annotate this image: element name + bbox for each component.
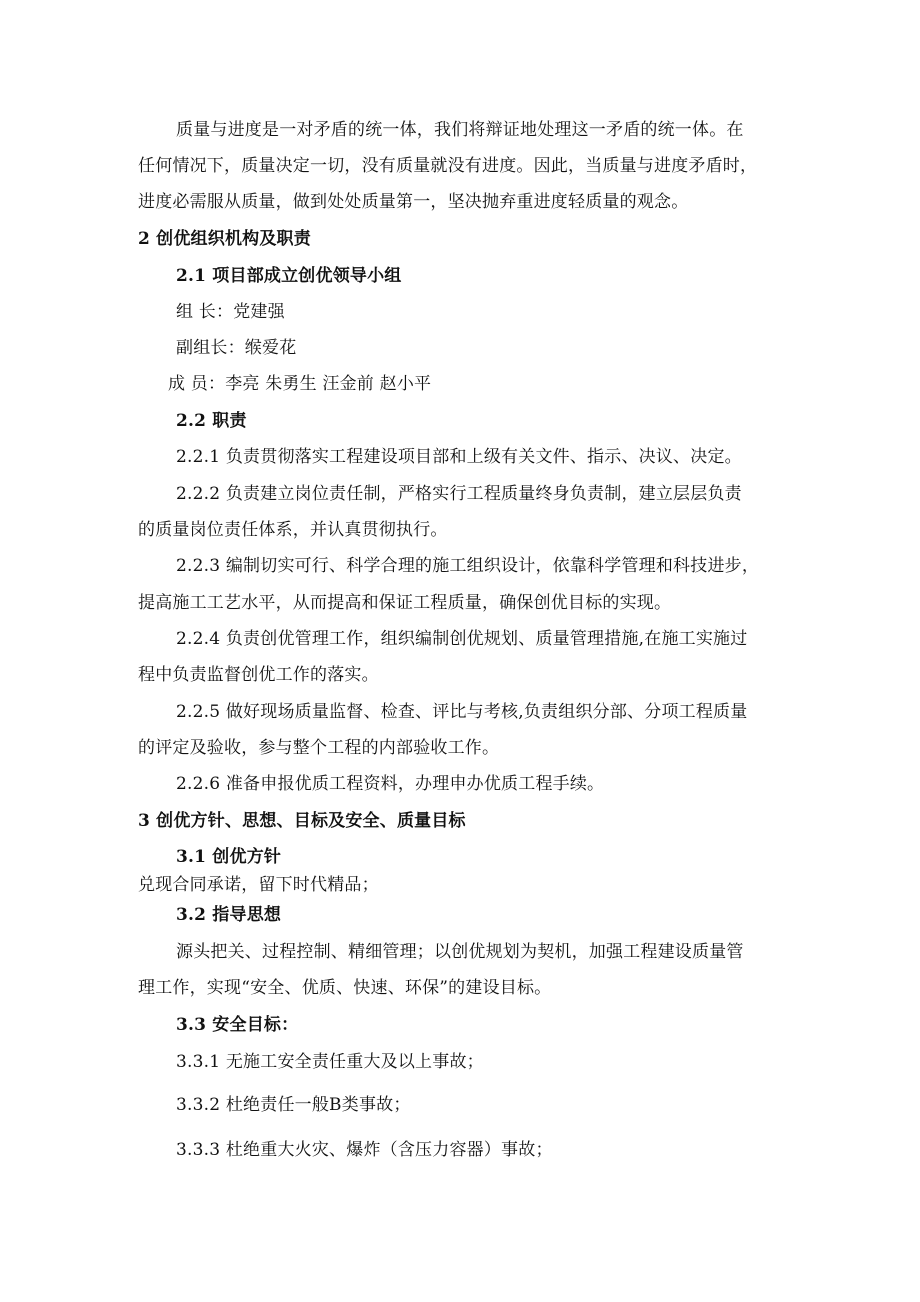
subsection-heading: 3.1 创优方针 (176, 847, 282, 867)
duty-item: 2.2.4 负责创优管理工作，组织编制创优规划、质量管理措施,在施工实施过 (176, 629, 748, 649)
subsection-heading: 3.2 指导思想 (176, 905, 282, 925)
safety-goal-item: 3.3.1 无施工安全责任重大及以上事故； (176, 1052, 484, 1072)
safety-goal-item: 3.3.3 杜绝重大火灾、爆炸（含压力容器）事故； (176, 1140, 553, 1160)
member-deputy: 副组长：缑爱花 (176, 338, 297, 358)
section-heading: 3 创优方针、思想、目标及安全、质量目标 (138, 811, 466, 831)
duty-item-continued: 的质量岗位责任体系，并认真贯彻执行。 (138, 520, 448, 540)
guiding-text-continued: 理工作，实现“安全、优质、快速、环保”的建设目标。 (138, 978, 552, 998)
duty-item: 2.2.5 做好现场质量监督、检查、评比与考核,负责组织分部、分项工程质量 (176, 702, 748, 722)
subsection-heading: 2.1 项目部成立创优领导小组 (176, 266, 402, 286)
duty-item: 2.2.1 负责贯彻落实工程建设项目部和上级有关文件、指示、决议、决定。 (176, 447, 742, 467)
duty-item: 2.2.2 负责建立岗位责任制，严格实行工程质量终身负责制，建立层层负责 (176, 484, 742, 504)
subsection-heading: 2.2 职责 (176, 411, 247, 431)
duty-item: 2.2.6 准备申报优质工程资料，办理申办优质工程手续。 (176, 774, 605, 794)
subsection-heading: 3.3 安全目标： (176, 1015, 299, 1035)
safety-goal-item: 3.3.2 杜绝责任一般B类事故； (176, 1095, 411, 1115)
duty-item-continued: 提高施工工艺水平，从而提高和保证工程质量，确保创优目标的实现。 (138, 593, 672, 613)
member-list: 成 员：李亮 朱勇生 汪金前 赵小平 (168, 374, 432, 394)
paragraph-line: 进度必需服从质量，做到处处质量第一，坚决抛弃重进度轻质量的观念。 (138, 192, 689, 212)
policy-text: 兑现合同承诺，留下时代精品； (138, 875, 379, 895)
duty-item-continued: 的评定及验收，参与整个工程的内部验收工作。 (138, 738, 500, 758)
guiding-text: 源头把关、过程控制、精细管理；以创优规划为契机，加强工程建设质量管 (176, 942, 744, 962)
section-heading: 2 创优组织机构及职责 (138, 229, 311, 249)
paragraph-line: 任何情况下，质量决定一切，没有质量就没有进度。因此，当质量与进度矛盾时， (138, 156, 758, 176)
duty-item: 2.2.3 编制切实可行、科学合理的施工组织设计，依靠科学管理和科技进步， (176, 556, 760, 576)
duty-item-continued: 程中负责监督创优工作的落实。 (138, 665, 379, 685)
paragraph-line: 质量与进度是一对矛盾的统一体，我们将辩证地处理这一矛盾的统一体。在 (176, 120, 744, 140)
member-leader: 组 长：党建强 (176, 302, 285, 322)
